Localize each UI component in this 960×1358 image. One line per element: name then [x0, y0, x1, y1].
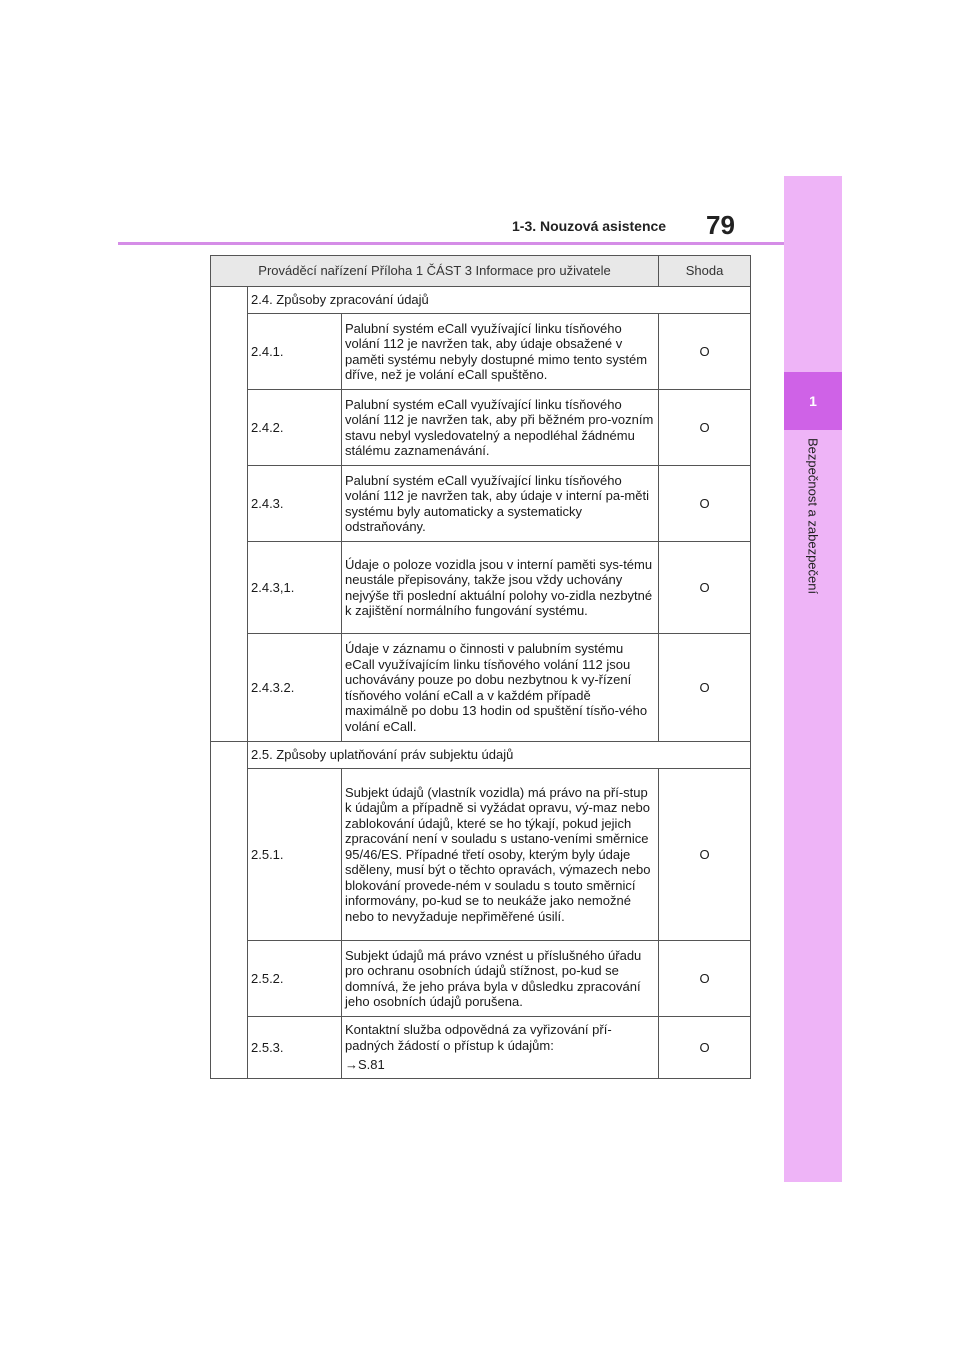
table-row	[211, 466, 751, 542]
section-title: 1-3. Nouzová asistence	[512, 218, 667, 234]
group-title-row	[211, 742, 751, 769]
row-text: Palubní systém eCall využívající linku tísňového volání 112 je navržen tak, aby údaje obsažené v paměti systému nebyly dostupné mimo tento systém dříve, než je volání eCall spuštěno.	[342, 314, 659, 390]
group-title: 2.4. Způsoby zpracování údajů	[248, 287, 751, 314]
table-header-row	[211, 256, 751, 287]
row-code: 2.5.3.	[248, 1017, 342, 1079]
row-shoda: O	[659, 314, 751, 390]
row-shoda: O	[659, 634, 751, 742]
row-text-cell	[342, 1017, 659, 1079]
compliance-table	[210, 255, 751, 1079]
chapter-number: 1	[784, 372, 842, 430]
header-divider	[118, 242, 784, 245]
row-text: Subjekt údajů (vlastník vozidla) má právo na pří-stup k údajům a případně si vyžádat opravu, vý-maz nebo zablokování údajů, které se ho týkají, pokud jejich zpracování není v souladu s ustano-veními směrnice 95/46/ES. Případné třetí osoby, kterým byly údaje sděleny, musí být o těchto opravách, výmazech nebo blokování provede-ném v souladu s touto směrnicí informovány, po-kud se to neukáže jako nemožné nebo to nevyžaduje nepřiměřené úsilí.	[342, 769, 659, 941]
row-shoda: O	[659, 466, 751, 542]
row-text: Subjekt údajů má právo vznést u příslušného úřadu pro ochranu osobních údajů stížnost, po-kud se domnívá, že jeho práva byla v důsledku zpracování jeho osobních údajů porušena.	[342, 941, 659, 1017]
page-number: 79	[706, 210, 735, 240]
table-row	[211, 1017, 751, 1079]
table-row	[211, 634, 751, 742]
table-row	[211, 390, 751, 466]
indent-cell	[211, 287, 248, 742]
row-shoda: O	[659, 390, 751, 466]
row-code: 2.5.2.	[248, 941, 342, 1017]
row-code: 2.4.1.	[248, 314, 342, 390]
row-code: 2.4.3,1.	[248, 542, 342, 634]
page-reference-link[interactable]: →S.81	[345, 1057, 385, 1073]
row-shoda: O	[659, 542, 751, 634]
chapter-side-tab	[784, 176, 842, 1182]
chapter-title-label: Bezpečnost a zabezpečení	[805, 438, 821, 595]
row-text: Údaje v záznamu o činnosti v palubním systému eCall využívajícím linku tísňového volání 112 jsou uchovávány pouze po dobu nezbytnou k vy-řízení tísňového volání eCall a v každém případě maximálně po dobu 13 hodin od spuštění tísňo-vého volání eCall.	[342, 634, 659, 742]
row-shoda: O	[659, 1017, 751, 1079]
row-text: Kontaktní služba odpovědná za vyřizování pří-padných žádostí o přístup k údajům:	[345, 1022, 612, 1053]
row-text: Palubní systém eCall využívající linku tísňového volání 112 je navržen tak, aby při běžném pro-vozním stavu nebyl vysledovatelný a nepodléhal žádnému stálému zaznamenávání.	[342, 390, 659, 466]
table-row	[211, 314, 751, 390]
group-title-row	[211, 287, 751, 314]
row-code: 2.5.1.	[248, 769, 342, 941]
table-row	[211, 941, 751, 1017]
row-code: 2.4.3.	[248, 466, 342, 542]
row-shoda: O	[659, 941, 751, 1017]
chapter-title	[784, 438, 842, 638]
table-row	[211, 542, 751, 634]
row-text: Údaje o poloze vozidla jsou v interní paměti sys-tému neustále přepisovány, takže jsou vždy uchovány nejvýše tři poslední aktuální polohy vo-zidla nezbytné k zajištění normálního fungování systému.	[342, 542, 659, 634]
row-code: 2.4.2.	[248, 390, 342, 466]
header-requirement: Prováděcí nařízení Příloha 1 ČÁST 3 Informace pro uživatele	[211, 256, 659, 287]
header-compliance: Shoda	[659, 256, 751, 287]
group-title: 2.5. Způsoby uplatňování práv subjektu údajů	[248, 742, 751, 769]
row-text: Palubní systém eCall využívající linku tísňového volání 112 je navržen tak, aby údaje v interní pa-měti systému byly automaticky a systematicky odstraňovány.	[342, 466, 659, 542]
table-row	[211, 769, 751, 941]
row-code: 2.4.3.2.	[248, 634, 342, 742]
row-shoda: O	[659, 769, 751, 941]
indent-cell	[211, 742, 248, 1079]
